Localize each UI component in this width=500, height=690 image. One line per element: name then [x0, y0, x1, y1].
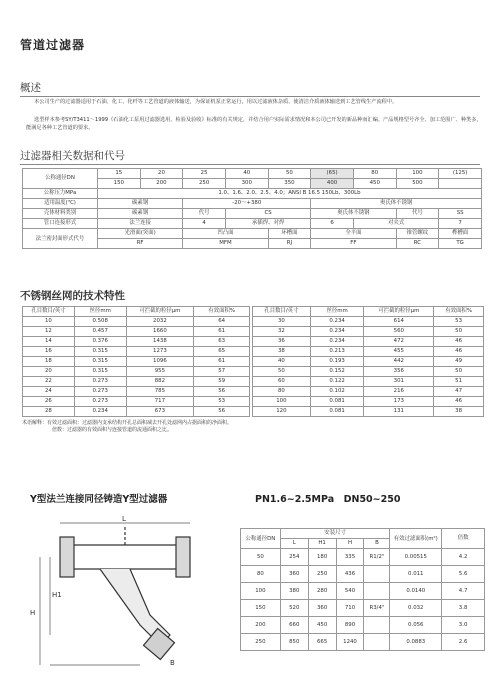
- table-row: [253, 357, 484, 367]
- y-strainer-drawing: [20, 515, 235, 685]
- table-cell: 0.056: [390, 617, 442, 634]
- temp-cell: -20～+380: [183, 199, 311, 209]
- dn-cell: 100: [396, 169, 439, 179]
- table-cell: 472: [364, 337, 434, 347]
- table-cell: 0.273: [74, 377, 126, 387]
- ytype-col-mult: 倍数: [442, 529, 485, 549]
- table-cell: 710: [336, 600, 364, 617]
- table-cell: 0.234: [74, 407, 126, 417]
- table-cell: 0.273: [74, 397, 126, 407]
- table-cell: 26: [23, 397, 75, 407]
- mesh-table-left: [22, 306, 250, 417]
- table-cell: 64: [194, 317, 250, 327]
- table-row: [23, 407, 250, 417]
- table-cell: 450: [308, 617, 336, 634]
- table-cell: 0.457: [74, 327, 126, 337]
- table-cell: 890: [336, 617, 364, 634]
- mesh-col-header: 孔目数目/英寸: [253, 307, 311, 317]
- table-cell: 50: [434, 327, 484, 337]
- face-name-cell: 凹凸面: [183, 229, 268, 239]
- ytype-sub-header: B: [364, 539, 390, 549]
- table-cell: 50: [241, 549, 281, 566]
- table-cell: 0.00515: [390, 549, 442, 566]
- face-name-cell: 锥管螺纹: [396, 229, 439, 239]
- dn-cell: 450: [353, 179, 396, 189]
- table-cell: 47: [434, 387, 484, 397]
- table-cell: 560: [364, 327, 434, 337]
- table-cell: 3.8: [442, 600, 485, 617]
- mesh-col-header: 有效面积%: [434, 307, 484, 317]
- table-cell: 254: [280, 549, 308, 566]
- table-cell: 180: [308, 549, 336, 566]
- face-code-cell: RC: [396, 239, 439, 249]
- table-cell: 53: [434, 317, 484, 327]
- table-cell: 216: [364, 387, 434, 397]
- table-cell: 49: [434, 357, 484, 367]
- table-row: [23, 327, 250, 337]
- dim-L-label: L: [122, 515, 126, 523]
- table-row: [253, 397, 484, 407]
- mesh-heading: 不锈钢丝网的技术特性: [20, 290, 125, 302]
- table-cell: [364, 617, 390, 634]
- table-cell: 850: [280, 634, 308, 651]
- table-cell: 717: [126, 397, 194, 407]
- table-cell: 0.081: [310, 407, 364, 417]
- table-cell: 100: [253, 397, 311, 407]
- table-cell: 20: [23, 367, 75, 377]
- table-cell: 665: [308, 634, 336, 651]
- table-cell: 335: [336, 549, 364, 566]
- mesh-col-header: 可拦截的粒径μm: [364, 307, 434, 317]
- dim-H1-label: H1: [52, 591, 62, 599]
- table-row: [23, 317, 250, 327]
- table-row: [241, 583, 485, 600]
- table-row: [23, 357, 250, 367]
- temp-cell: 奥氏体不锈钢: [311, 199, 482, 209]
- table-cell: [364, 566, 390, 583]
- conn-cell: 对夹式: [353, 219, 438, 229]
- table-cell: 173: [364, 397, 434, 407]
- table-cell: 955: [126, 367, 194, 377]
- table-cell: 40: [253, 357, 311, 367]
- face-code-cell: RJ: [268, 239, 311, 249]
- table-cell: 1660: [126, 327, 194, 337]
- table-cell: 38: [434, 407, 484, 417]
- table-cell: 100: [241, 583, 281, 600]
- table-cell: [364, 634, 390, 651]
- page-title: 管道过滤器: [20, 38, 86, 52]
- dn-cell: 300: [225, 179, 268, 189]
- table-row: [241, 600, 485, 617]
- face-code-cell: FF: [311, 239, 396, 249]
- ytype-col-dn: 公称通径DN: [241, 529, 281, 549]
- table-row: [241, 566, 485, 583]
- table-cell: 50: [253, 367, 311, 377]
- table-cell: 0.193: [310, 357, 364, 367]
- table-cell: 24: [23, 387, 75, 397]
- pressure-label: 公称压力MPa: [23, 189, 98, 199]
- table-cell: 0.081: [310, 397, 364, 407]
- table-row: [253, 317, 484, 327]
- table-row: [253, 337, 484, 347]
- dim-H-label: H: [30, 609, 36, 617]
- table-cell: 0.508: [74, 317, 126, 327]
- mesh-col-header: 孔目数目/英寸: [23, 307, 75, 317]
- conn-cell: 承插焊、对焊: [225, 219, 310, 229]
- table-row: [23, 377, 250, 387]
- ytype-col-area: 有效过滤面积(m²): [390, 529, 442, 549]
- material-label: 壳体材料类别: [23, 209, 98, 219]
- table-cell: 0.234: [310, 337, 364, 347]
- table-cell: 57: [194, 367, 250, 377]
- table-cell: 4.2: [442, 549, 485, 566]
- table-cell: 36: [253, 337, 311, 347]
- ytype-col-install: 安装尺寸: [280, 529, 390, 539]
- mesh-note-1: 术语解释：有效过滤面积：过滤器内支承结构开孔总面积减去开孔处滤网内占据面积的净面积。: [22, 420, 233, 426]
- mesh-note-2: 倍数：过滤器的有效面积与连接管道的流通面积之比。: [52, 427, 173, 433]
- table-cell: 5.6: [442, 566, 485, 583]
- table-cell: 1096: [126, 357, 194, 367]
- ytype-sub-header: H1: [308, 539, 336, 549]
- conn-cell: 7: [439, 219, 482, 229]
- table-row: [241, 634, 485, 651]
- table-cell: 4.7: [442, 583, 485, 600]
- table-cell: 46: [434, 347, 484, 357]
- pressure-value: 1.0、1.6、2.0、2.5、4.0；ANSI B 16.5 150Lb、300Lb: [97, 189, 481, 199]
- table-cell: 0.273: [74, 387, 126, 397]
- table-cell: 14: [23, 337, 75, 347]
- dn-cell: 15: [97, 169, 140, 179]
- spec-heading: 过滤器相关数据和代号: [20, 148, 125, 163]
- table-cell: [364, 583, 390, 600]
- material-cell: SS: [439, 209, 482, 219]
- table-cell: 46: [434, 397, 484, 407]
- table-cell: 0.0883: [390, 634, 442, 651]
- table-row: [241, 617, 485, 634]
- face-code-cell: RF: [97, 239, 182, 249]
- overview-paragraph-1: 本公司生产的过滤器适用于石油、化工、化纤等工艺管道的液体输送，为保证机泵正常运行，用以过滤液体杂质，使清洁介质液体输送到工艺管线生产流程中。: [34, 99, 398, 105]
- overview-heading: 概述: [20, 80, 41, 95]
- table-cell: 120: [253, 407, 311, 417]
- table-row: [253, 377, 484, 387]
- table-cell: 0.234: [310, 317, 364, 327]
- dn-cell: 40: [225, 169, 268, 179]
- dn-cell: [439, 179, 482, 189]
- face-name-cell: 全平面: [311, 229, 396, 239]
- table-row: [23, 367, 250, 377]
- dim-B-label: B: [170, 659, 175, 667]
- table-cell: 53: [194, 397, 250, 407]
- ytype-spec: PN1.6~2.5MPa DN50~250: [255, 494, 401, 505]
- table-row: [253, 327, 484, 337]
- table-cell: 660: [280, 617, 308, 634]
- material-cell: CS: [225, 209, 310, 219]
- mesh-col-header: 丝径mm: [310, 307, 364, 317]
- table-cell: 1438: [126, 337, 194, 347]
- table-cell: 80: [241, 566, 281, 583]
- table-cell: 61: [194, 327, 250, 337]
- table-cell: 18: [23, 357, 75, 367]
- table-cell: 16: [23, 347, 75, 357]
- table-cell: 46: [434, 337, 484, 347]
- table-cell: 63: [194, 337, 250, 347]
- table-row: [241, 549, 485, 566]
- material-cell: 代号: [183, 209, 226, 219]
- ytype-sub-header: H: [336, 539, 364, 549]
- table-cell: 32: [253, 327, 311, 337]
- temp-label: 适用温度(℃): [23, 199, 98, 209]
- table-cell: 250: [308, 566, 336, 583]
- table-cell: 360: [280, 566, 308, 583]
- table-cell: 0.0140: [390, 583, 442, 600]
- table-cell: 0.032: [390, 600, 442, 617]
- table-cell: 0.011: [390, 566, 442, 583]
- table-cell: 3.0: [442, 617, 485, 634]
- table-cell: 50: [434, 367, 484, 377]
- table-cell: 0.213: [310, 347, 364, 357]
- table-row: [23, 397, 250, 407]
- conn-cell: 6: [311, 219, 354, 229]
- dn-cell: 20: [140, 169, 183, 179]
- face-name-cell: 光滑面(突面): [97, 229, 182, 239]
- table-cell: 0.315: [74, 357, 126, 367]
- dn-cell: (125): [439, 169, 482, 179]
- dn-cell: 50: [268, 169, 311, 179]
- dn-cell: 250: [183, 179, 226, 189]
- table-cell: 250: [241, 634, 281, 651]
- table-cell: 131: [364, 407, 434, 417]
- table-cell: 436: [336, 566, 364, 583]
- face-name-cell: 环槽面: [268, 229, 311, 239]
- material-cell: 碳素钢: [97, 209, 182, 219]
- face-code-cell: MFM: [183, 239, 268, 249]
- table-cell: 0.102: [310, 387, 364, 397]
- table-cell: R3/4": [364, 600, 390, 617]
- table-cell: 673: [126, 407, 194, 417]
- table-cell: 0.152: [310, 367, 364, 377]
- table-cell: 28: [23, 407, 75, 417]
- table-cell: 301: [364, 377, 434, 387]
- conn-cell: 法兰连接: [97, 219, 182, 229]
- material-cell: 奥氏体不锈钢: [311, 209, 396, 219]
- table-row: [253, 347, 484, 357]
- table-cell: 2.6: [442, 634, 485, 651]
- table-cell: 2032: [126, 317, 194, 327]
- mesh-col-header: 丝径mm: [74, 307, 126, 317]
- table-cell: 1240: [336, 634, 364, 651]
- dn-cell: 25: [183, 169, 226, 179]
- table-cell: 61: [194, 357, 250, 367]
- table-row: [23, 337, 250, 347]
- face-code-cell: TG: [439, 239, 482, 249]
- mesh-col-header: 有效面积%: [194, 307, 250, 317]
- table-cell: 1273: [126, 347, 194, 357]
- mesh-table-right: [252, 306, 484, 417]
- table-cell: 200: [241, 617, 281, 634]
- table-row: [23, 347, 250, 357]
- dn-cell: 400: [311, 179, 354, 189]
- table-cell: 380: [280, 583, 308, 600]
- table-cell: 22: [23, 377, 75, 387]
- dn-cell: (65): [311, 169, 354, 179]
- dn-cell: 350: [268, 179, 311, 189]
- dn-cell: 200: [140, 179, 183, 189]
- table-cell: 65: [194, 347, 250, 357]
- table-cell: R1/2": [364, 549, 390, 566]
- ytype-sub-header: L: [280, 539, 308, 549]
- dn-cell: 500: [396, 179, 439, 189]
- table-cell: 0.234: [310, 327, 364, 337]
- table-cell: 150: [241, 600, 281, 617]
- table-cell: 30: [253, 317, 311, 327]
- mesh-col-header: 可拦截的粒径μm: [126, 307, 194, 317]
- spec-table: [22, 168, 482, 249]
- table-cell: 882: [126, 377, 194, 387]
- table-cell: 280: [308, 583, 336, 600]
- table-cell: 59: [194, 377, 250, 387]
- table-cell: 80: [253, 387, 311, 397]
- table-row: [253, 387, 484, 397]
- table-cell: 10: [23, 317, 75, 327]
- overview-paragraph-2: 选型样本参考SY/T3411～1999《石油化工泵用过滤器选用、检验及验收》标准的有关规定，并结合用户实际需求情况和本公司已开发的新品种而汇编。产品规格型号齐全、加工范围广、种类多，能满足各种工艺管道的要求。: [26, 117, 482, 131]
- temp-cell: 碳素钢: [97, 199, 182, 209]
- table-row: [253, 367, 484, 377]
- dn-label: 公称通径DN: [23, 169, 98, 189]
- table-cell: 0.315: [74, 347, 126, 357]
- table-cell: 614: [364, 317, 434, 327]
- table-cell: 785: [126, 387, 194, 397]
- table-cell: 442: [364, 357, 434, 367]
- table-cell: 540: [336, 583, 364, 600]
- conn-cell: 4: [183, 219, 226, 229]
- table-cell: 51: [434, 377, 484, 387]
- table-cell: 0.376: [74, 337, 126, 347]
- table-cell: 520: [280, 600, 308, 617]
- table-cell: 0.122: [310, 377, 364, 387]
- ytype-table: [240, 528, 485, 651]
- dn-cell: 150: [97, 179, 140, 189]
- table-row: [23, 387, 250, 397]
- face-label: 法兰密封面形式代号: [23, 229, 98, 249]
- table-cell: 56: [194, 387, 250, 397]
- conn-label: 管口连接形式: [23, 219, 98, 229]
- table-row: [253, 407, 484, 417]
- material-cell: 代号: [396, 209, 439, 219]
- face-name-cell: 榫槽面: [439, 229, 482, 239]
- ytype-title: Y型法兰连接同径铸造Y型过滤器: [30, 494, 168, 505]
- table-cell: 455: [364, 347, 434, 357]
- table-cell: 38: [253, 347, 311, 357]
- table-cell: 0.315: [74, 367, 126, 377]
- table-cell: 12: [23, 327, 75, 337]
- table-cell: 60: [253, 377, 311, 387]
- table-cell: 56: [194, 407, 250, 417]
- table-cell: 356: [364, 367, 434, 377]
- table-cell: 360: [308, 600, 336, 617]
- dn-cell: 80: [353, 169, 396, 179]
